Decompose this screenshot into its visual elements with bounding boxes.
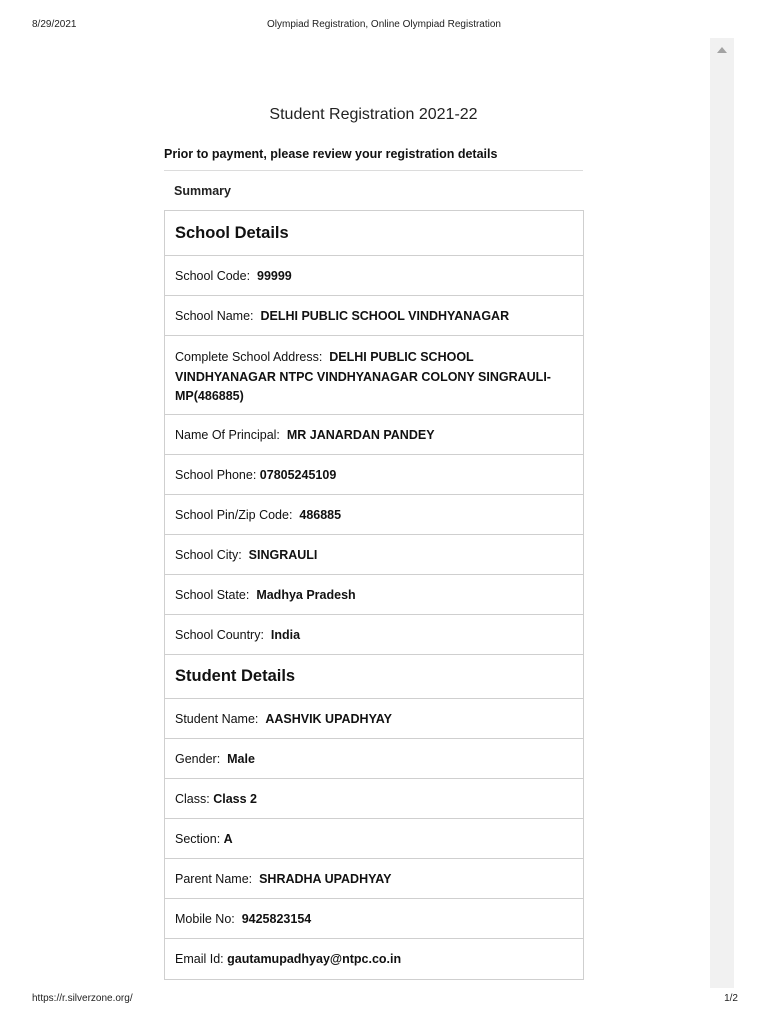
- field-label: Parent Name:: [175, 871, 260, 886]
- school-address-value: DELHI PUBLIC SCHOOL VINDHYANAGAR NTPC VINDHYANAGAR COLONY SINGRAULI-MP(486885): [175, 350, 551, 403]
- school-state-value: Madhya Pradesh: [256, 587, 356, 602]
- page-number: 1/2: [724, 993, 738, 1004]
- email-value: gautamupadhyay@ntpc.co.in: [227, 952, 402, 966]
- student-name-row: [165, 699, 583, 739]
- print-date: 8/29/2021: [32, 19, 77, 30]
- school-city-value: SINGRAULI: [248, 547, 318, 562]
- field-label: Email Id:: [175, 952, 228, 966]
- registration-summary-table: [164, 210, 584, 980]
- field-label: Student Name:: [175, 711, 266, 726]
- field-label: Name Of Principal:: [175, 427, 287, 442]
- school-address-row: [165, 336, 583, 415]
- field-label: Mobile No:: [175, 911, 242, 926]
- school-pin-value: 486885: [299, 507, 342, 522]
- vertical-scrollbar[interactable]: [710, 38, 734, 988]
- field-label: Gender:: [175, 751, 228, 766]
- section-row: [165, 819, 583, 859]
- page-title: Student Registration 2021-22: [269, 106, 478, 123]
- email-row: [165, 939, 583, 979]
- field-label: Complete School Address:: [175, 350, 330, 364]
- summary-label: Summary: [174, 184, 231, 198]
- class-value: Class 2: [213, 791, 257, 806]
- parent-name-row: [165, 859, 583, 899]
- field-label: School Pin/Zip Code:: [175, 507, 300, 522]
- section-heading: Student Details: [175, 667, 296, 685]
- mobile-row: [165, 899, 583, 939]
- school-details-heading: [165, 211, 583, 256]
- field-label: Section:: [175, 831, 224, 846]
- review-note: Prior to payment, please review your registration details: [164, 147, 498, 161]
- school-country-value: India: [270, 627, 301, 642]
- field-label: School State:: [175, 587, 257, 602]
- school-city-row: [165, 535, 583, 575]
- principal-value: MR JANARDAN PANDEY: [286, 427, 435, 442]
- principal-row: [165, 415, 583, 455]
- field-label: School City:: [175, 547, 249, 562]
- school-name-row: [165, 296, 583, 336]
- parent-name-value: SHRADHA UPADHYAY: [259, 871, 392, 886]
- school-phone-value: 07805245109: [259, 467, 337, 482]
- school-phone-row: [165, 455, 583, 495]
- student-name-value: AASHVIK UPADHYAY: [265, 711, 392, 726]
- gender-value: Male: [227, 751, 255, 766]
- gender-row: [165, 739, 583, 779]
- school-country-row: [165, 615, 583, 655]
- triangle-up-icon[interactable]: [710, 38, 734, 62]
- school-code-row: [165, 256, 583, 296]
- school-state-row: [165, 575, 583, 615]
- field-label: School Phone:: [175, 467, 260, 482]
- print-page-title: Olympiad Registration, Online Olympiad Registration: [267, 19, 501, 30]
- school-code-value: 99999: [257, 268, 292, 283]
- print-url: https://r.silverzone.org/: [32, 993, 133, 1004]
- field-label: School Name:: [175, 308, 261, 323]
- field-label: School Country:: [175, 627, 271, 642]
- section-value: A: [223, 831, 233, 846]
- school-name-value: DELHI PUBLIC SCHOOL VINDHYANAGAR: [260, 308, 510, 323]
- class-row: [165, 779, 583, 819]
- section-heading: School Details: [175, 223, 289, 242]
- school-pin-row: [165, 495, 583, 535]
- student-details-heading: [165, 655, 583, 699]
- mobile-value: 9425823154: [241, 911, 312, 926]
- field-label: School Code:: [175, 268, 257, 283]
- divider: [164, 170, 583, 171]
- field-label: Class:: [175, 791, 214, 806]
